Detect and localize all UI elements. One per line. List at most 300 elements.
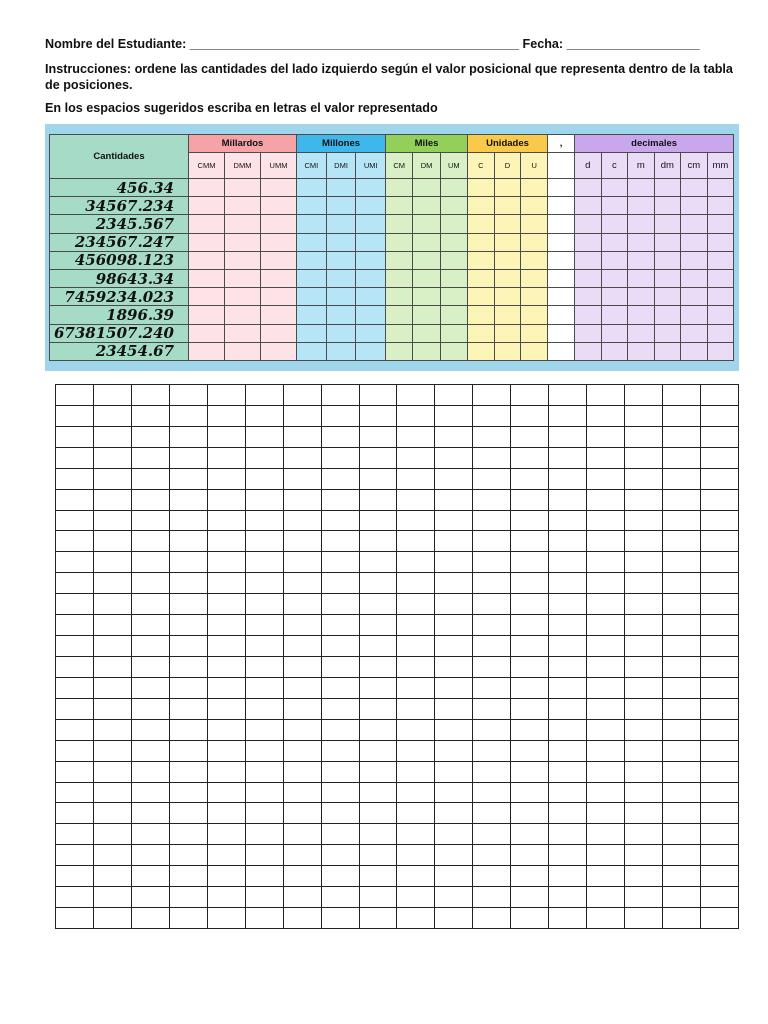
writing-cell[interactable] xyxy=(131,656,169,677)
writing-cell[interactable] xyxy=(549,866,587,887)
writing-cell[interactable] xyxy=(321,719,359,740)
writing-cell[interactable] xyxy=(549,447,587,468)
place-value-cell[interactable] xyxy=(386,269,413,287)
writing-cell[interactable] xyxy=(169,761,207,782)
writing-cell[interactable] xyxy=(359,845,397,866)
writing-cell[interactable] xyxy=(700,385,738,406)
place-value-cell[interactable] xyxy=(575,306,602,324)
place-value-cell[interactable] xyxy=(225,324,261,342)
writing-cell[interactable] xyxy=(625,845,663,866)
writing-cell[interactable] xyxy=(625,908,663,929)
writing-cell[interactable] xyxy=(435,677,473,698)
writing-cell[interactable] xyxy=(93,447,131,468)
writing-cell[interactable] xyxy=(587,531,625,552)
writing-cell[interactable] xyxy=(245,656,283,677)
writing-cell[interactable] xyxy=(131,761,169,782)
writing-cell[interactable] xyxy=(549,594,587,615)
writing-cell[interactable] xyxy=(93,845,131,866)
writing-cell[interactable] xyxy=(283,489,321,510)
place-value-cell[interactable] xyxy=(681,342,708,360)
writing-cell[interactable] xyxy=(587,845,625,866)
place-value-cell[interactable] xyxy=(681,197,708,215)
place-value-cell[interactable] xyxy=(575,215,602,233)
writing-cell[interactable] xyxy=(435,656,473,677)
writing-cell[interactable] xyxy=(663,531,701,552)
place-value-cell[interactable] xyxy=(467,233,494,251)
writing-cell[interactable] xyxy=(321,573,359,594)
place-value-cell[interactable] xyxy=(601,342,628,360)
writing-cell[interactable] xyxy=(625,698,663,719)
writing-cell[interactable] xyxy=(169,385,207,406)
writing-cell[interactable] xyxy=(435,845,473,866)
place-value-cell[interactable] xyxy=(681,179,708,197)
writing-cell[interactable] xyxy=(93,887,131,908)
writing-cell[interactable] xyxy=(56,385,94,406)
writing-cell[interactable] xyxy=(283,405,321,426)
place-value-cell[interactable] xyxy=(356,342,386,360)
writing-cell[interactable] xyxy=(663,824,701,845)
place-value-cell[interactable] xyxy=(601,197,628,215)
place-value-cell[interactable] xyxy=(628,306,655,324)
place-value-cell[interactable] xyxy=(601,324,628,342)
writing-cell[interactable] xyxy=(321,468,359,489)
place-value-cell[interactable] xyxy=(494,324,521,342)
writing-cell[interactable] xyxy=(473,615,511,636)
place-value-cell[interactable] xyxy=(681,251,708,269)
place-value-cell[interactable] xyxy=(548,233,575,251)
place-value-cell[interactable] xyxy=(440,197,467,215)
writing-cell[interactable] xyxy=(169,426,207,447)
place-value-cell[interactable] xyxy=(356,251,386,269)
writing-cell[interactable] xyxy=(56,531,94,552)
writing-cell[interactable] xyxy=(283,468,321,489)
writing-cell[interactable] xyxy=(56,845,94,866)
writing-cell[interactable] xyxy=(663,385,701,406)
writing-cell[interactable] xyxy=(511,489,549,510)
writing-cell[interactable] xyxy=(321,615,359,636)
writing-cell[interactable] xyxy=(663,447,701,468)
writing-cell[interactable] xyxy=(245,824,283,845)
place-value-cell[interactable] xyxy=(413,269,440,287)
place-value-cell[interactable] xyxy=(356,233,386,251)
place-value-cell[interactable] xyxy=(261,179,297,197)
writing-cell[interactable] xyxy=(663,740,701,761)
writing-cell[interactable] xyxy=(473,405,511,426)
writing-cell[interactable] xyxy=(93,510,131,531)
writing-cell[interactable] xyxy=(397,761,435,782)
place-value-cell[interactable] xyxy=(386,215,413,233)
writing-cell[interactable] xyxy=(359,719,397,740)
writing-cell[interactable] xyxy=(207,782,245,803)
place-value-cell[interactable] xyxy=(654,233,681,251)
writing-cell[interactable] xyxy=(397,698,435,719)
writing-cell[interactable] xyxy=(207,824,245,845)
writing-cell[interactable] xyxy=(207,740,245,761)
place-value-cell[interactable] xyxy=(189,215,225,233)
place-value-cell[interactable] xyxy=(467,306,494,324)
writing-cell[interactable] xyxy=(245,468,283,489)
writing-cell[interactable] xyxy=(549,761,587,782)
place-value-cell[interactable] xyxy=(628,215,655,233)
writing-cell[interactable] xyxy=(700,594,738,615)
writing-cell[interactable] xyxy=(321,782,359,803)
writing-cell[interactable] xyxy=(131,489,169,510)
writing-cell[interactable] xyxy=(321,636,359,657)
place-value-cell[interactable] xyxy=(386,179,413,197)
place-value-cell[interactable] xyxy=(440,324,467,342)
writing-cell[interactable] xyxy=(283,615,321,636)
place-value-cell[interactable] xyxy=(386,251,413,269)
writing-cell[interactable] xyxy=(321,531,359,552)
place-value-cell[interactable] xyxy=(681,306,708,324)
writing-cell[interactable] xyxy=(169,782,207,803)
place-value-cell[interactable] xyxy=(326,288,356,306)
place-value-cell[interactable] xyxy=(467,179,494,197)
place-value-cell[interactable] xyxy=(413,179,440,197)
writing-cell[interactable] xyxy=(625,782,663,803)
writing-cell[interactable] xyxy=(359,803,397,824)
writing-cell[interactable] xyxy=(245,719,283,740)
writing-cell[interactable] xyxy=(549,656,587,677)
place-value-cell[interactable] xyxy=(707,179,734,197)
writing-cell[interactable] xyxy=(511,803,549,824)
place-value-cell[interactable] xyxy=(548,269,575,287)
place-value-cell[interactable] xyxy=(601,288,628,306)
place-value-cell[interactable] xyxy=(467,324,494,342)
writing-cell[interactable] xyxy=(321,656,359,677)
place-value-cell[interactable] xyxy=(225,288,261,306)
place-value-cell[interactable] xyxy=(654,179,681,197)
place-value-cell[interactable] xyxy=(494,269,521,287)
writing-cell[interactable] xyxy=(397,824,435,845)
writing-cell[interactable] xyxy=(663,803,701,824)
writing-cell[interactable] xyxy=(207,719,245,740)
writing-cell[interactable] xyxy=(511,908,549,929)
place-value-cell[interactable] xyxy=(326,342,356,360)
place-value-cell[interactable] xyxy=(467,215,494,233)
writing-cell[interactable] xyxy=(93,573,131,594)
writing-cell[interactable] xyxy=(321,698,359,719)
writing-cell[interactable] xyxy=(245,740,283,761)
writing-cell[interactable] xyxy=(283,426,321,447)
place-value-cell[interactable] xyxy=(297,197,327,215)
writing-cell[interactable] xyxy=(359,824,397,845)
writing-cell[interactable] xyxy=(435,719,473,740)
writing-cell[interactable] xyxy=(169,866,207,887)
writing-cell[interactable] xyxy=(473,887,511,908)
place-value-cell[interactable] xyxy=(356,179,386,197)
writing-cell[interactable] xyxy=(663,573,701,594)
place-value-cell[interactable] xyxy=(628,288,655,306)
writing-cell[interactable] xyxy=(359,698,397,719)
writing-cell[interactable] xyxy=(549,887,587,908)
writing-cell[interactable] xyxy=(321,845,359,866)
writing-cell[interactable] xyxy=(587,866,625,887)
place-value-cell[interactable] xyxy=(707,233,734,251)
writing-cell[interactable] xyxy=(435,615,473,636)
writing-cell[interactable] xyxy=(359,552,397,573)
writing-cell[interactable] xyxy=(700,405,738,426)
writing-cell[interactable] xyxy=(473,698,511,719)
writing-cell[interactable] xyxy=(625,719,663,740)
writing-cell[interactable] xyxy=(131,594,169,615)
place-value-cell[interactable] xyxy=(575,251,602,269)
writing-cell[interactable] xyxy=(625,636,663,657)
writing-cell[interactable] xyxy=(473,531,511,552)
place-value-cell[interactable] xyxy=(548,342,575,360)
writing-cell[interactable] xyxy=(131,782,169,803)
writing-cell[interactable] xyxy=(359,447,397,468)
writing-cell[interactable] xyxy=(397,803,435,824)
place-value-cell[interactable] xyxy=(413,288,440,306)
writing-cell[interactable] xyxy=(397,887,435,908)
writing-cell[interactable] xyxy=(93,426,131,447)
writing-cell[interactable] xyxy=(93,866,131,887)
place-value-cell[interactable] xyxy=(440,342,467,360)
place-value-cell[interactable] xyxy=(548,288,575,306)
writing-cell[interactable] xyxy=(359,761,397,782)
writing-cell[interactable] xyxy=(169,719,207,740)
writing-cell[interactable] xyxy=(700,656,738,677)
writing-cell[interactable] xyxy=(245,385,283,406)
writing-cell[interactable] xyxy=(625,468,663,489)
place-value-cell[interactable] xyxy=(225,179,261,197)
place-value-cell[interactable] xyxy=(654,215,681,233)
writing-cell[interactable] xyxy=(511,782,549,803)
place-value-cell[interactable] xyxy=(521,233,548,251)
writing-cell[interactable] xyxy=(511,677,549,698)
writing-cell[interactable] xyxy=(359,908,397,929)
writing-cell[interactable] xyxy=(283,740,321,761)
place-value-cell[interactable] xyxy=(261,197,297,215)
writing-cell[interactable] xyxy=(625,573,663,594)
writing-cell[interactable] xyxy=(397,405,435,426)
writing-cell[interactable] xyxy=(511,866,549,887)
writing-cell[interactable] xyxy=(131,866,169,887)
place-value-cell[interactable] xyxy=(297,342,327,360)
place-value-cell[interactable] xyxy=(189,324,225,342)
writing-cell[interactable] xyxy=(625,740,663,761)
writing-cell[interactable] xyxy=(549,385,587,406)
writing-cell[interactable] xyxy=(56,740,94,761)
place-value-cell[interactable] xyxy=(494,215,521,233)
writing-cell[interactable] xyxy=(93,489,131,510)
writing-cell[interactable] xyxy=(359,385,397,406)
writing-cell[interactable] xyxy=(245,887,283,908)
writing-cell[interactable] xyxy=(435,698,473,719)
writing-cell[interactable] xyxy=(56,468,94,489)
writing-cell[interactable] xyxy=(359,887,397,908)
writing-cell[interactable] xyxy=(283,761,321,782)
writing-cell[interactable] xyxy=(587,782,625,803)
writing-cell[interactable] xyxy=(93,698,131,719)
writing-cell[interactable] xyxy=(549,824,587,845)
writing-cell[interactable] xyxy=(131,426,169,447)
writing-cell[interactable] xyxy=(700,782,738,803)
writing-cell[interactable] xyxy=(283,845,321,866)
writing-cell[interactable] xyxy=(169,447,207,468)
place-value-cell[interactable] xyxy=(189,288,225,306)
place-value-cell[interactable] xyxy=(681,215,708,233)
place-value-cell[interactable] xyxy=(297,306,327,324)
writing-cell[interactable] xyxy=(359,489,397,510)
place-value-cell[interactable] xyxy=(440,306,467,324)
writing-cell[interactable] xyxy=(245,405,283,426)
place-value-cell[interactable] xyxy=(467,288,494,306)
writing-cell[interactable] xyxy=(131,677,169,698)
writing-cell[interactable] xyxy=(663,468,701,489)
writing-cell[interactable] xyxy=(283,698,321,719)
place-value-cell[interactable] xyxy=(548,306,575,324)
writing-cell[interactable] xyxy=(625,615,663,636)
writing-cell[interactable] xyxy=(700,866,738,887)
place-value-cell[interactable] xyxy=(707,251,734,269)
writing-cell[interactable] xyxy=(549,531,587,552)
writing-cell[interactable] xyxy=(587,656,625,677)
writing-cell[interactable] xyxy=(473,740,511,761)
writing-cell[interactable] xyxy=(207,426,245,447)
writing-cell[interactable] xyxy=(93,719,131,740)
writing-cell[interactable] xyxy=(169,698,207,719)
writing-cell[interactable] xyxy=(549,845,587,866)
place-value-cell[interactable] xyxy=(548,215,575,233)
writing-cell[interactable] xyxy=(549,573,587,594)
writing-cell[interactable] xyxy=(56,698,94,719)
writing-cell[interactable] xyxy=(663,698,701,719)
place-value-cell[interactable] xyxy=(189,251,225,269)
writing-cell[interactable] xyxy=(283,803,321,824)
writing-cell[interactable] xyxy=(359,531,397,552)
writing-cell[interactable] xyxy=(93,803,131,824)
place-value-cell[interactable] xyxy=(356,197,386,215)
place-value-cell[interactable] xyxy=(386,197,413,215)
writing-cell[interactable] xyxy=(321,510,359,531)
writing-cell[interactable] xyxy=(245,761,283,782)
writing-cell[interactable] xyxy=(511,468,549,489)
writing-cell[interactable] xyxy=(93,594,131,615)
writing-cell[interactable] xyxy=(587,887,625,908)
writing-cell[interactable] xyxy=(473,908,511,929)
place-value-cell[interactable] xyxy=(601,233,628,251)
writing-cell[interactable] xyxy=(549,719,587,740)
writing-cell[interactable] xyxy=(625,656,663,677)
writing-cell[interactable] xyxy=(473,636,511,657)
writing-cell[interactable] xyxy=(397,908,435,929)
writing-cell[interactable] xyxy=(511,740,549,761)
writing-cell[interactable] xyxy=(663,866,701,887)
writing-cell[interactable] xyxy=(587,615,625,636)
writing-cell[interactable] xyxy=(207,761,245,782)
writing-cell[interactable] xyxy=(207,531,245,552)
writing-cell[interactable] xyxy=(700,531,738,552)
place-value-cell[interactable] xyxy=(413,233,440,251)
place-value-cell[interactable] xyxy=(261,269,297,287)
writing-cell[interactable] xyxy=(359,677,397,698)
writing-cell[interactable] xyxy=(511,636,549,657)
writing-cell[interactable] xyxy=(169,740,207,761)
writing-cell[interactable] xyxy=(93,636,131,657)
writing-cell[interactable] xyxy=(473,489,511,510)
writing-cell[interactable] xyxy=(625,552,663,573)
place-value-cell[interactable] xyxy=(225,251,261,269)
writing-cell[interactable] xyxy=(169,615,207,636)
place-value-cell[interactable] xyxy=(189,179,225,197)
writing-cell[interactable] xyxy=(625,677,663,698)
writing-cell[interactable] xyxy=(56,887,94,908)
writing-cell[interactable] xyxy=(397,573,435,594)
place-value-cell[interactable] xyxy=(356,306,386,324)
place-value-cell[interactable] xyxy=(494,251,521,269)
writing-cell[interactable] xyxy=(245,908,283,929)
writing-cell[interactable] xyxy=(397,782,435,803)
place-value-cell[interactable] xyxy=(681,324,708,342)
writing-cell[interactable] xyxy=(587,405,625,426)
writing-cell[interactable] xyxy=(397,594,435,615)
place-value-cell[interactable] xyxy=(601,306,628,324)
place-value-cell[interactable] xyxy=(413,306,440,324)
writing-cell[interactable] xyxy=(397,468,435,489)
writing-cell[interactable] xyxy=(625,489,663,510)
writing-cell[interactable] xyxy=(587,510,625,531)
writing-cell[interactable] xyxy=(700,447,738,468)
writing-cell[interactable] xyxy=(56,447,94,468)
writing-cell[interactable] xyxy=(435,489,473,510)
writing-cell[interactable] xyxy=(245,531,283,552)
writing-cell[interactable] xyxy=(435,908,473,929)
place-value-cell[interactable] xyxy=(297,269,327,287)
writing-cell[interactable] xyxy=(56,594,94,615)
place-value-cell[interactable] xyxy=(521,251,548,269)
writing-cell[interactable] xyxy=(56,803,94,824)
place-value-cell[interactable] xyxy=(297,288,327,306)
place-value-cell[interactable] xyxy=(326,251,356,269)
writing-cell[interactable] xyxy=(131,845,169,866)
writing-cell[interactable] xyxy=(207,908,245,929)
writing-cell[interactable] xyxy=(207,887,245,908)
writing-cell[interactable] xyxy=(511,887,549,908)
writing-cell[interactable] xyxy=(625,531,663,552)
writing-cell[interactable] xyxy=(435,447,473,468)
writing-cell[interactable] xyxy=(321,552,359,573)
place-value-cell[interactable] xyxy=(628,269,655,287)
place-value-cell[interactable] xyxy=(225,269,261,287)
place-value-cell[interactable] xyxy=(628,197,655,215)
writing-cell[interactable] xyxy=(131,698,169,719)
writing-cell[interactable] xyxy=(321,803,359,824)
writing-cell[interactable] xyxy=(283,636,321,657)
writing-cell[interactable] xyxy=(283,573,321,594)
writing-cell[interactable] xyxy=(700,573,738,594)
writing-cell[interactable] xyxy=(549,405,587,426)
writing-cell[interactable] xyxy=(169,824,207,845)
writing-cell[interactable] xyxy=(397,719,435,740)
writing-cell[interactable] xyxy=(207,405,245,426)
writing-cell[interactable] xyxy=(245,636,283,657)
writing-cell[interactable] xyxy=(93,615,131,636)
writing-cell[interactable] xyxy=(435,552,473,573)
place-value-cell[interactable] xyxy=(356,215,386,233)
writing-cell[interactable] xyxy=(397,426,435,447)
writing-cell[interactable] xyxy=(283,552,321,573)
writing-cell[interactable] xyxy=(397,656,435,677)
place-value-cell[interactable] xyxy=(628,251,655,269)
place-value-cell[interactable] xyxy=(386,306,413,324)
place-value-cell[interactable] xyxy=(326,269,356,287)
writing-cell[interactable] xyxy=(397,636,435,657)
writing-cell[interactable] xyxy=(625,866,663,887)
writing-cell[interactable] xyxy=(587,803,625,824)
writing-cell[interactable] xyxy=(321,405,359,426)
